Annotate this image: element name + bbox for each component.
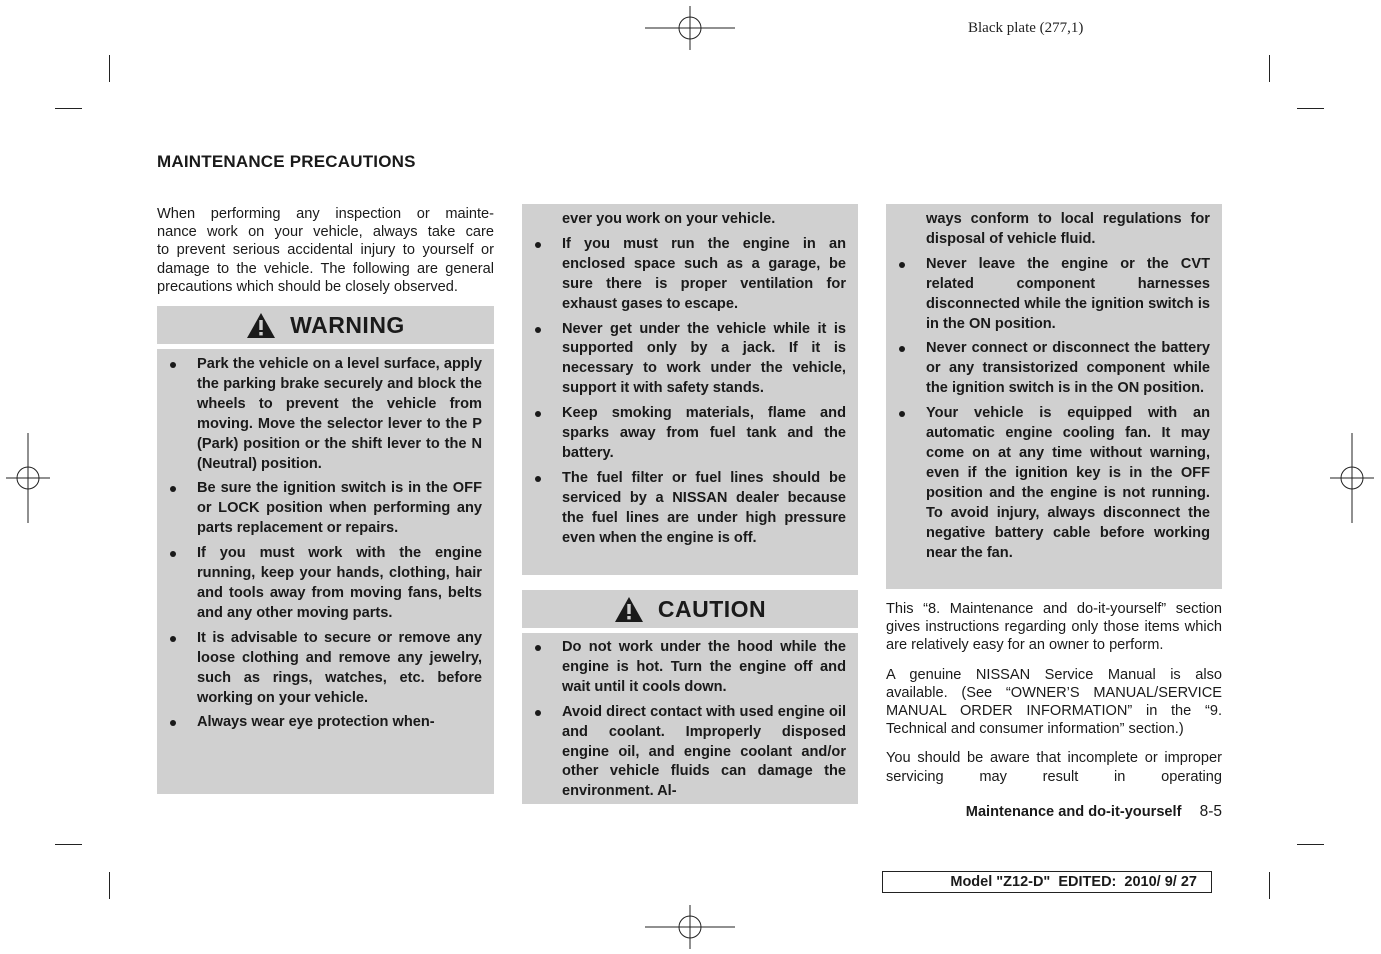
bullet-icon [170, 362, 176, 368]
list-item: Your vehicle is equipped with an automatic engine cooling fan. It may come on at any time without warning, even if the ignition key is in the OFF position and the engine is not running. To avoid injury, always disconnect the negative battery cable before working near the fan. [886, 404, 1222, 563]
registration-mark-icon [1330, 433, 1374, 523]
page-footer [966, 803, 1222, 821]
paragraph: You should be aware that incomplete or improper servicing may result in operating [886, 750, 1222, 785]
section-title: MAINTENANCE PRECAUTIONS [157, 152, 416, 171]
list-item: Never get under the vehicle while it is supported only by a jack. If it is necessary to work under the vehicle, support it with safety stands. [522, 320, 858, 400]
bullet-icon [170, 720, 176, 726]
bullet-icon [535, 242, 541, 248]
bullet-icon [535, 411, 541, 417]
caution-triangle-icon [614, 596, 644, 623]
list-item: Keep smoking materials, flame and sparks away from fuel tank and the battery. [522, 404, 858, 464]
continued-text: ways conform to local regulations for disposal of vehicle fluid. [926, 211, 1210, 247]
bullet-icon [170, 551, 176, 557]
caution-header [522, 590, 858, 628]
bullet-icon [535, 645, 541, 651]
list-item: The fuel filter or fuel lines should be serviced by a NISSAN dealer because the fuel lines are under high pressure even when the engine is off. [522, 469, 858, 549]
intro-paragraph [157, 205, 494, 296]
list-item: Never leave the engine or the CVT related component harnesses disconnected while the ignition switch is in the ON position. [886, 255, 1222, 335]
registration-mark-icon [6, 433, 50, 523]
col3-text [886, 600, 1222, 786]
intro-line: to prevent serious accidental injury to yourself or [157, 242, 494, 259]
bullet-icon [535, 476, 541, 482]
list-item: Avoid direct contact with used engine oil and coolant. Improperly disposed engine oil, and engine coolant and/or other vehicle fluids can damage the environment. Al- [522, 703, 858, 803]
list-item: It is advisable to secure or remove any loose clothing and remove any jewelry, such as rings, watches, etc. before working on your vehicle. [157, 629, 494, 709]
bullet-icon [899, 262, 905, 268]
warning-body-col2 [522, 204, 858, 575]
bullet-icon [899, 411, 905, 417]
registration-mark-icon [645, 905, 735, 949]
bullet-icon [899, 346, 905, 352]
registration-mark-icon [645, 6, 735, 50]
warning-body-col1 [157, 349, 494, 794]
list-item: If you must work with the engine running, keep your hands, clothing, hair and tools away from moving fans, belts and any other moving parts. [157, 544, 494, 624]
warning-header [157, 306, 494, 344]
page-number: 8-5 [1199, 803, 1222, 820]
bullet-icon [535, 327, 541, 333]
bullet-icon [535, 710, 541, 716]
paragraph: This “8. Maintenance and do-it-yourself” section gives instructions regarding only those items which are relatively easy for an owner to perform. [886, 601, 1222, 654]
plate-label: Black plate (277,1) [968, 20, 1084, 36]
bullet-icon [170, 636, 176, 642]
list-item: Park the vehicle on a level surface, apply the parking brake securely and block the wheels to prevent the vehicle from moving. Move the selector lever to the P (Park) position or the shift lever to the N (Neutral) position. [157, 355, 494, 474]
model-edit-label: Model "Z12-D" EDITED: 2010/ 9/ 27 [950, 874, 1197, 890]
list-item: If you must run the engine in an enclosed space such as a garage, be sure there is proper ventilation for exhaust gases to escape. [522, 235, 858, 315]
list-item: Be sure the ignition switch is in the OFF or LOCK position when performing any parts replacement or repairs. [157, 479, 494, 539]
list-item: Do not work under the hood while the engine is hot. Turn the engine off and wait until it cools down. [522, 638, 858, 698]
intro-line: nance work on your vehicle, always take care [157, 224, 494, 241]
list-item: Never connect or disconnect the battery or any transistorized component while the ignition switch is in the ON position. [886, 339, 1222, 399]
warning-triangle-icon [246, 312, 276, 339]
model-edit-box [882, 871, 1212, 893]
intro-line: precautions which should be closely observed. [157, 278, 458, 295]
paragraph: A genuine NISSAN Service Manual is also available. (See “OWNER’S MANUAL/SERVICE MANUAL ORDER INFORMATION” in the “9. Technical and consumer information” section.) [886, 666, 1222, 738]
warning-label: WARNING [290, 311, 405, 338]
caution-body-col2 [522, 633, 858, 804]
list-item: Always wear eye protection when- [157, 713, 494, 733]
intro-line: When performing any inspection or mainte- [157, 206, 494, 222]
caution-label: CAUTION [657, 595, 767, 622]
footer-section-name: Maintenance and do-it-yourself [965, 804, 1182, 820]
intro-line: damage to the vehicle. The following are general [157, 260, 494, 277]
continued-text: ever you work on your vehicle. [562, 211, 776, 227]
caution-body-col3 [886, 204, 1222, 589]
bullet-icon [170, 486, 176, 492]
